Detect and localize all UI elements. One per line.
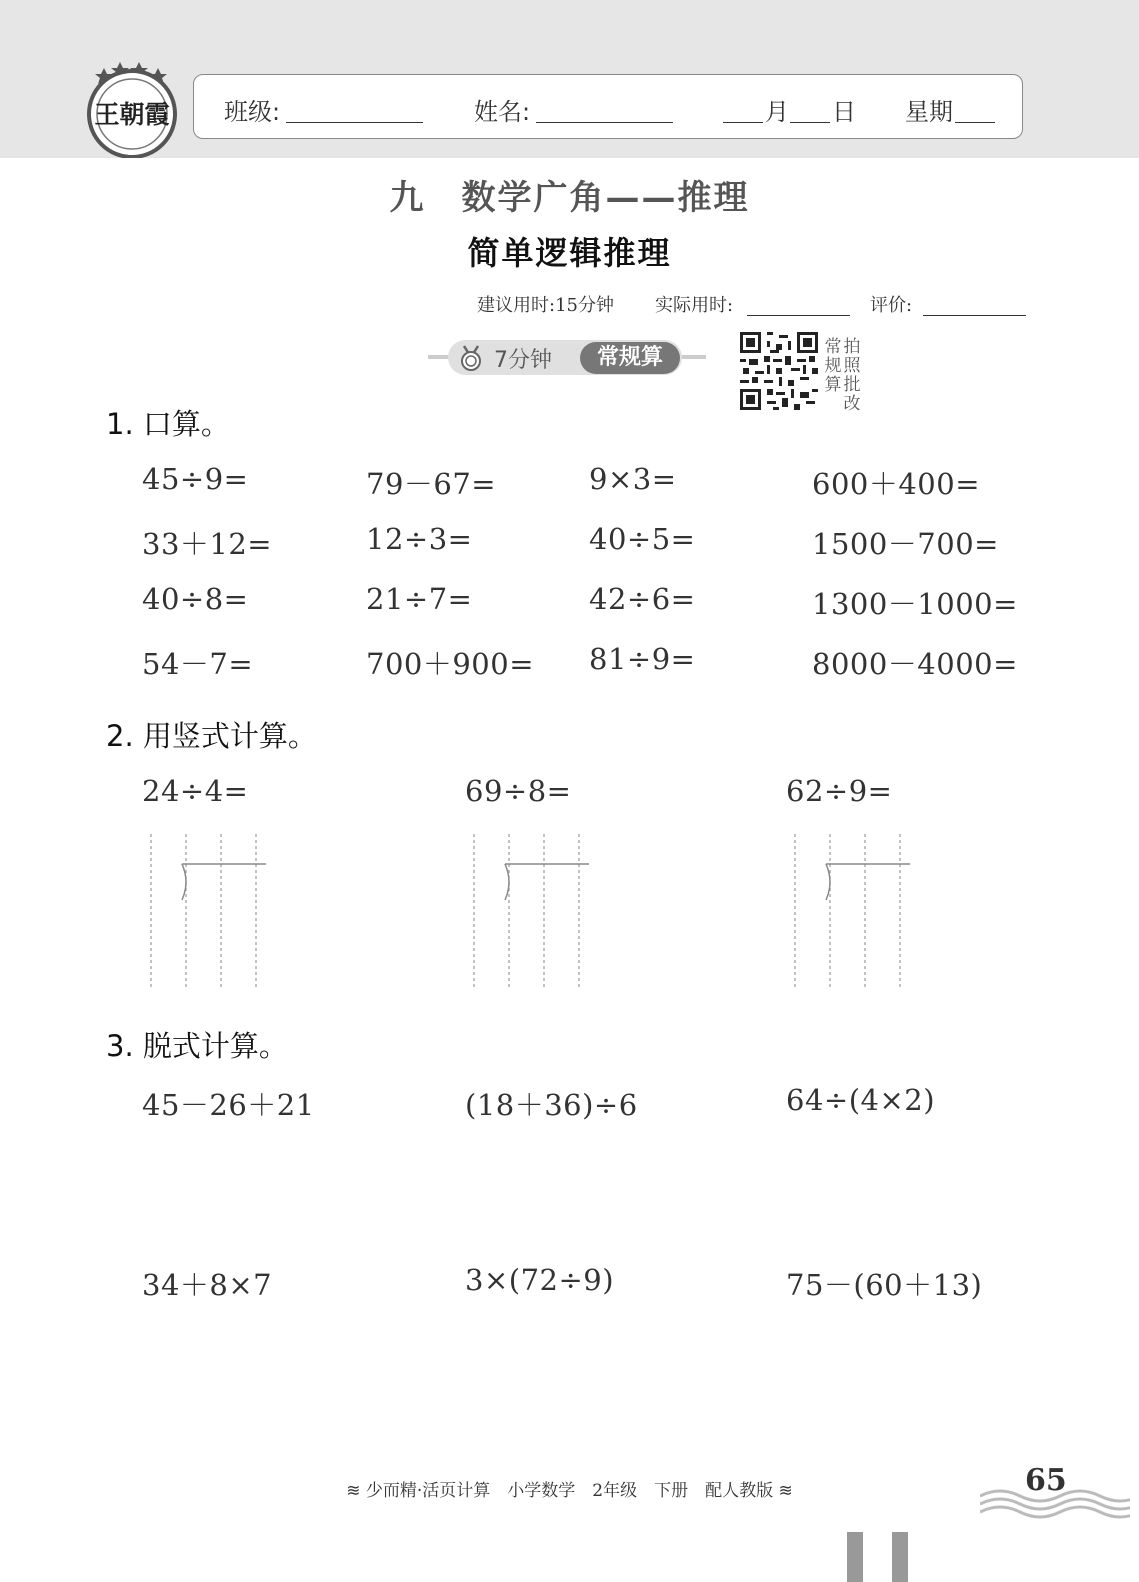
class-label: 班级: — [224, 98, 281, 126]
q1-item: 79－67= — [366, 467, 497, 501]
q1-item: 40÷5= — [589, 522, 696, 556]
long-division-grid[interactable] — [463, 832, 593, 990]
chapter-title: 九 数学广角——推理 — [389, 178, 750, 218]
rating-label: 评价: — [870, 295, 913, 316]
timer-minutes: 7分钟 — [494, 348, 552, 373]
week-field[interactable] — [955, 122, 995, 123]
rating-field[interactable] — [923, 315, 1026, 316]
name-field[interactable] — [536, 122, 673, 123]
name-label: 姓名: — [474, 98, 531, 126]
q3-item: 75－(60＋13) — [786, 1268, 983, 1302]
q1-item: 42÷6= — [589, 582, 696, 616]
footer-text: ≋ 少而精·活页计算 小学数学 2年级 下册 配人教版 ≋ — [346, 1481, 793, 1501]
q3-item: 45－26＋21 — [142, 1088, 315, 1122]
q1-item: 8000－4000= — [812, 647, 1018, 681]
student-info-box — [193, 74, 1023, 139]
q1-item: 40÷8= — [142, 582, 249, 616]
q2-item: 69÷8= — [465, 774, 572, 808]
q3-item: 64÷(4×2) — [786, 1083, 936, 1117]
q1-item: 45÷9= — [142, 462, 249, 496]
q1-item: 54－7= — [142, 647, 254, 681]
rating — [870, 291, 1030, 317]
lesson-title: 简单逻辑推理 — [467, 234, 672, 272]
week-label: 星期 — [905, 98, 953, 126]
actual-time — [655, 291, 855, 317]
class-field[interactable] — [286, 122, 423, 123]
q3-item: 3×(72÷9) — [465, 1263, 615, 1297]
binding-mark — [892, 1532, 908, 1582]
logo-text: 王朝霞 — [94, 100, 170, 129]
qr-code[interactable] — [740, 332, 818, 410]
q3-item: (18＋36)÷6 — [465, 1088, 638, 1122]
q2-item: 62÷9= — [786, 774, 893, 808]
day-field[interactable] — [790, 122, 830, 123]
month-field[interactable] — [723, 122, 763, 123]
q2-heading: 2. 用竖式计算。 — [106, 719, 317, 753]
q3-item: 34＋8×7 — [142, 1268, 273, 1302]
suggested-time: 建议用时:15分钟 — [477, 295, 614, 316]
q2-item: 24÷4= — [142, 774, 249, 808]
practice-tag: 常规算 — [580, 342, 680, 374]
long-division-grid[interactable] — [784, 832, 914, 990]
q1-item: 21÷7= — [366, 582, 473, 616]
q1-item: 12÷3= — [366, 522, 473, 556]
page-number: 65 — [1025, 1463, 1067, 1498]
q3-heading: 3. 脱式计算。 — [106, 1029, 288, 1063]
binding-mark — [847, 1532, 863, 1582]
q1-item: 1300－1000= — [812, 587, 1018, 621]
actual-time-field[interactable] — [747, 315, 850, 316]
q1-item: 1500－700= — [812, 527, 999, 561]
long-division-grid[interactable] — [140, 832, 270, 990]
q1-item: 33＋12= — [142, 527, 273, 561]
q1-item: 600＋400= — [812, 467, 981, 501]
qr-note-col2: 拍照批改 — [843, 337, 861, 414]
month-label: 月 — [765, 98, 789, 126]
actual-time-label: 实际用时: — [655, 295, 734, 316]
q1-heading: 1. 口算。 — [106, 407, 230, 441]
qr-note-col1: 常规算 — [824, 337, 842, 395]
brand-logo — [84, 58, 180, 158]
q1-item: 700＋900= — [366, 647, 535, 681]
q1-item: 9×3= — [589, 462, 677, 496]
medal-icon — [458, 344, 484, 372]
q1-item: 81÷9= — [589, 642, 696, 676]
day-label: 日 — [832, 98, 856, 126]
